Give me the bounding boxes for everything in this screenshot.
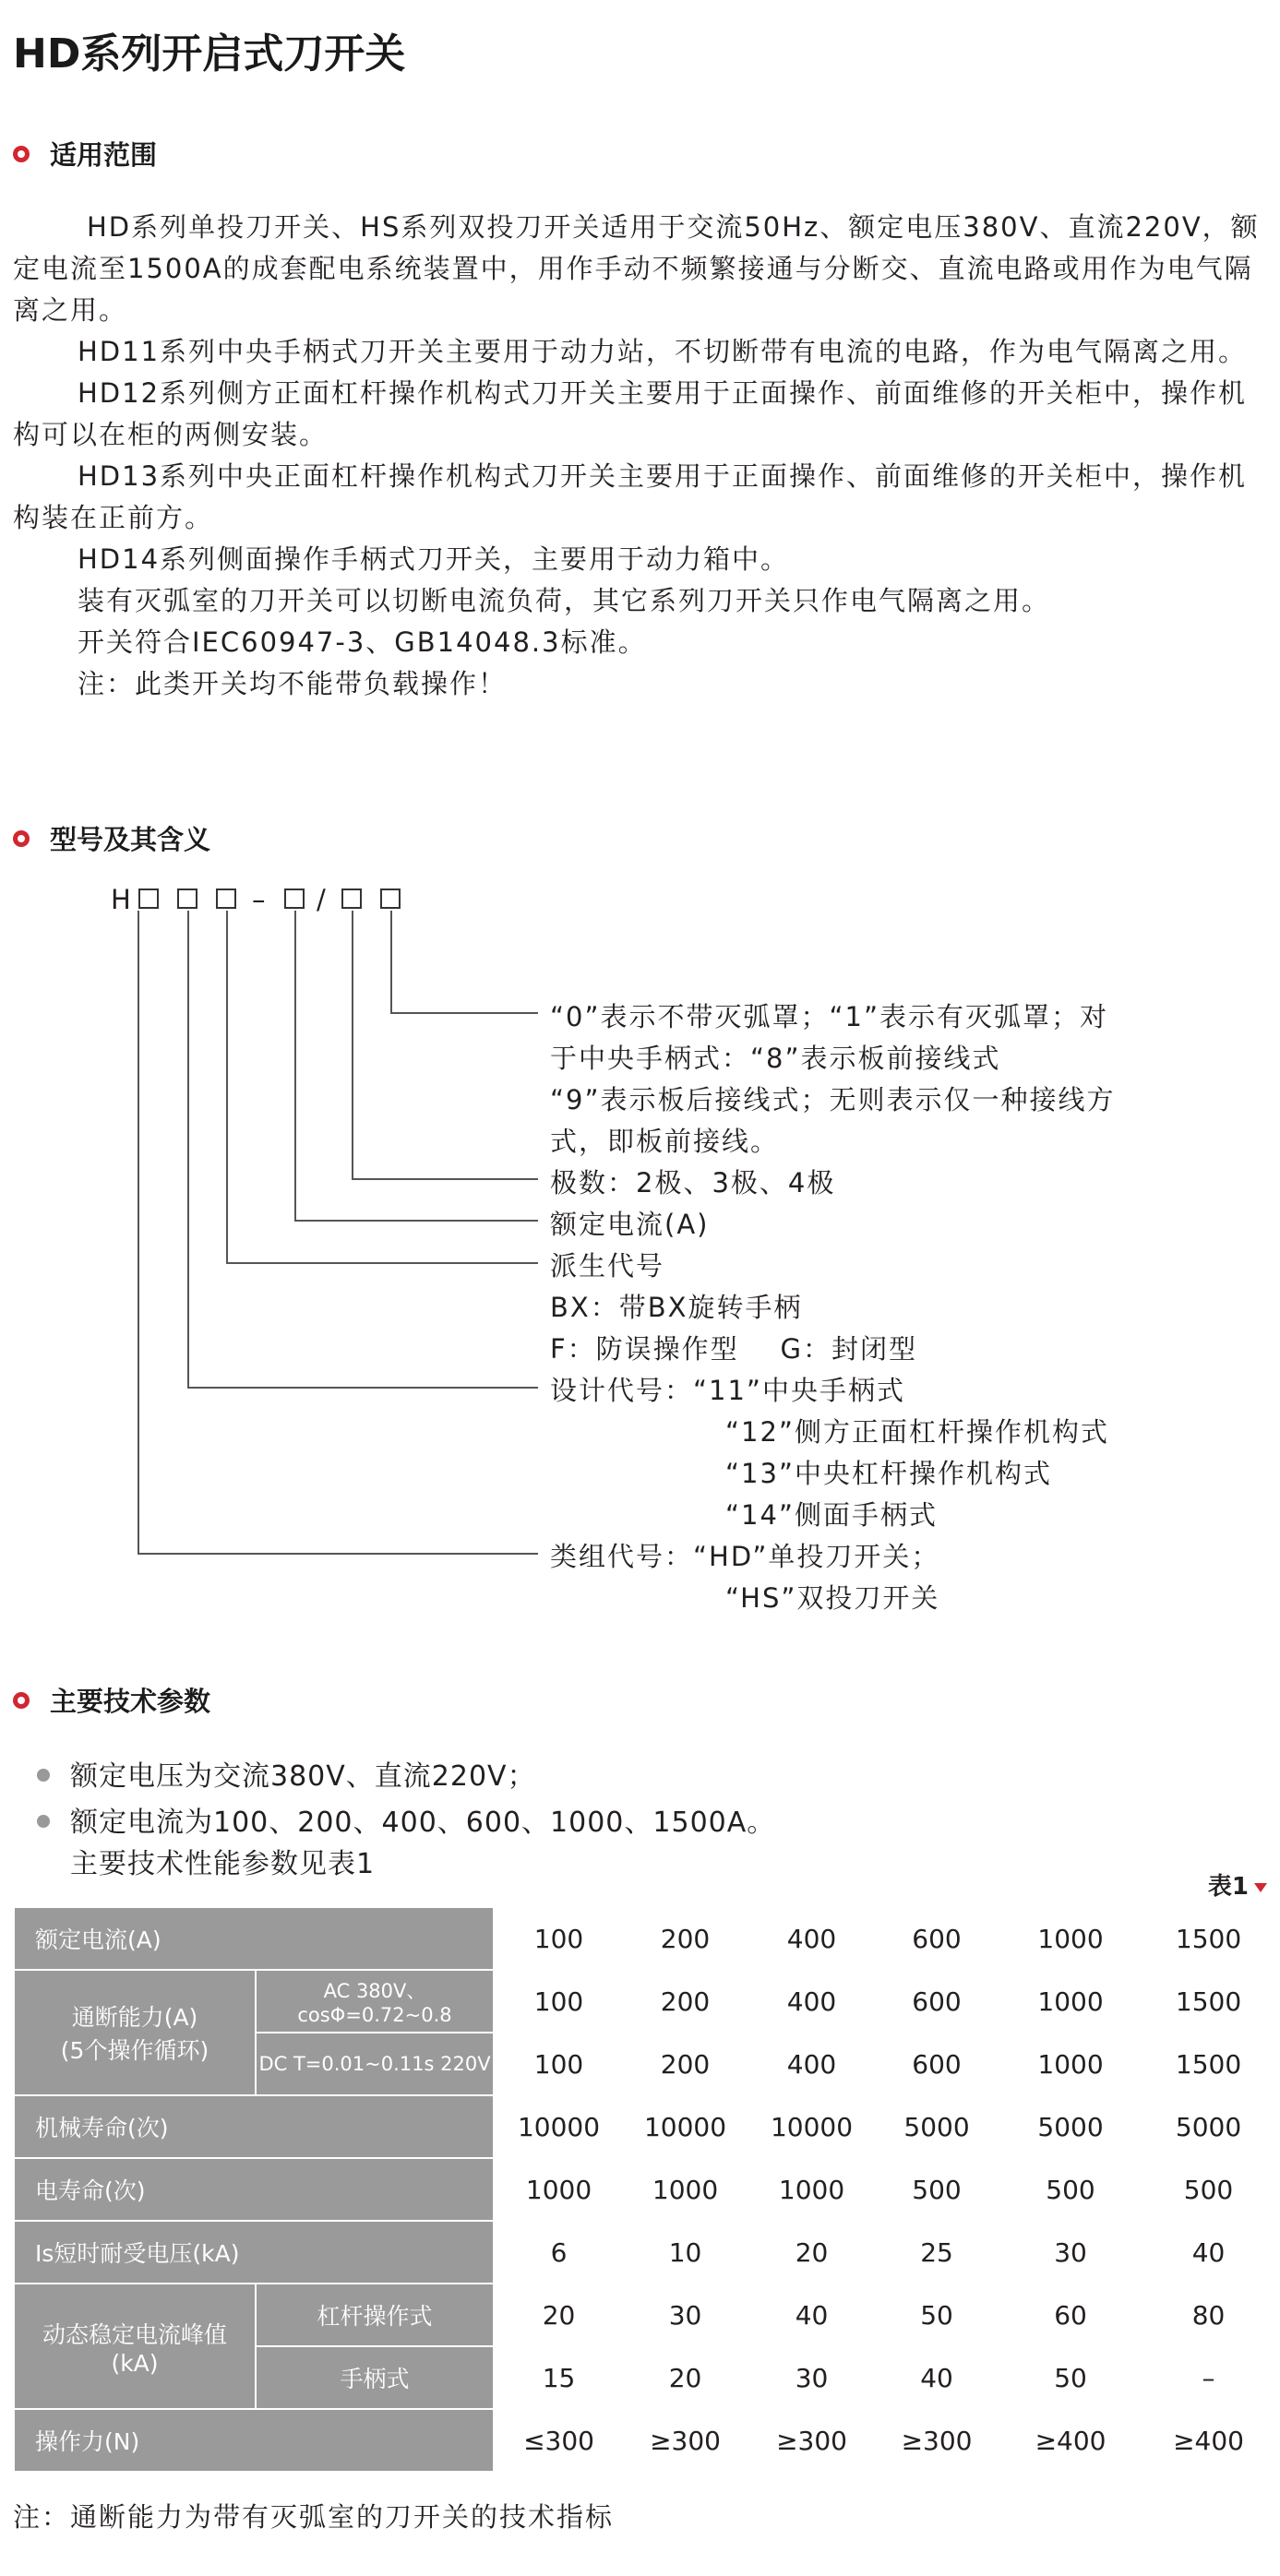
- model-desc-line: 设计代号：“11”中央手柄式: [550, 1375, 905, 1406]
- table-cell: 400: [747, 1907, 877, 1970]
- model-desc-line: “14”侧面手柄式: [725, 1499, 938, 1531]
- grey-dot-icon: [37, 1769, 50, 1782]
- model-desc-line: “9”表示板后接线式；无则表示仅一种接线方: [550, 1084, 1116, 1115]
- scope-paragraph: HD14系列侧面操作手柄式刀开关，主要用于动力箱中。: [78, 543, 790, 575]
- model-desc-line: “0”表示不带灭弧罩；“1”表示有灭弧罩；对: [550, 1001, 1108, 1032]
- table-cell: 1500: [1144, 1907, 1273, 1970]
- table-cell: ≥400: [1144, 2409, 1273, 2472]
- table-cell: 400: [747, 2033, 877, 2095]
- table-cell: 100: [494, 1970, 624, 2033]
- table-cell: 200: [624, 1970, 747, 2033]
- connector-line: [138, 1553, 538, 1555]
- model-desc-line: 式，即板前接线。: [550, 1126, 780, 1157]
- scope-note: 注：此类开关均不能带负载操作！: [78, 668, 508, 699]
- table-row: [14, 2221, 1273, 2284]
- table-cell: 1000: [624, 2158, 747, 2221]
- model-desc-line: “13”中央杠杆操作机构式: [725, 1458, 1052, 1489]
- table-cell: 20: [747, 2221, 877, 2284]
- table-cell: 500: [877, 2158, 997, 2221]
- table-cell: 20: [624, 2346, 747, 2409]
- scope-text: [13, 207, 1268, 705]
- table-cell: ≤300: [494, 2409, 624, 2472]
- model-desc-line: “HS”双投刀开关: [725, 1582, 940, 1614]
- model-desc-line: 类组代号：“HD”单投刀开关；: [550, 1541, 940, 1572]
- row-label: 电寿命(次): [14, 2158, 494, 2221]
- table-cell: 5000: [1144, 2095, 1273, 2158]
- spec-item: 主要技术性能参数见表1: [70, 1848, 376, 1880]
- model-desc-line: 额定电流(A): [550, 1209, 710, 1240]
- table-cell: ≥300: [624, 2409, 747, 2472]
- table-row: [14, 1907, 1273, 1970]
- scope-paragraph: HD系列单投刀开关、HS系列双投刀开关适用于交流50Hz、额定电压380V、直流220V，额定电流至1500A的成套配电系统装置中，用作手动不频繁接通与分断交、直流电路或用作为电气隔离之用。: [13, 211, 1260, 326]
- table-cell: 400: [747, 1970, 877, 2033]
- table-cell: 1000: [997, 2033, 1144, 2095]
- table-cell: 30: [747, 2346, 877, 2409]
- table-cell: 25: [877, 2221, 997, 2284]
- table-cell: 1000: [997, 1907, 1144, 1970]
- table-cell: 80: [1144, 2284, 1273, 2346]
- table-cell: 50: [877, 2284, 997, 2346]
- model-prefix: H: [111, 884, 133, 915]
- table-cell: 1500: [1144, 2033, 1273, 2095]
- connector-line: [294, 1220, 538, 1222]
- table-label: 表1: [1208, 1867, 1267, 1902]
- row-label: 通断能力(A) (5个操作循环): [14, 1970, 256, 2095]
- code-box-2: [177, 888, 197, 909]
- grey-dot-icon: [37, 1815, 50, 1828]
- table-cell: ≥400: [997, 2409, 1144, 2472]
- scope-paragraph: HD12系列侧方正面杠杆操作机构式刀开关主要用于正面操作、前面维修的开关柜中，操作机构可以在柜的两侧安装。: [13, 377, 1248, 450]
- connector-line: [352, 1178, 538, 1180]
- table-row: [14, 2095, 1273, 2158]
- table-cell: 30: [624, 2284, 747, 2346]
- section-heading-scope: 适用范围: [13, 135, 157, 173]
- connector-line: [226, 1262, 538, 1264]
- page-title: HD系列开启式刀开关: [13, 30, 406, 78]
- scope-paragraph: HD13系列中央正面杠杆操作机构式刀开关主要用于正面操作、前面维修的开关柜中，操作机构装在正前方。: [13, 460, 1248, 533]
- table-cell: 500: [1144, 2158, 1273, 2221]
- table-cell: 30: [997, 2221, 1144, 2284]
- table-cell: 40: [747, 2284, 877, 2346]
- scope-paragraph: 装有灭弧室的刀开关可以切断电流负荷，其它系列刀开关只作电气隔离之用。: [78, 585, 1051, 616]
- table-cell: 1000: [494, 2158, 624, 2221]
- table-row: [14, 2158, 1273, 2221]
- sub-row-label: 手柄式: [256, 2346, 494, 2409]
- table-cell: 10000: [494, 2095, 624, 2158]
- footnote: 注：通断能力为带有灭弧室的刀开关的技术指标: [13, 2501, 615, 2533]
- table-cell: 1500: [1144, 1970, 1273, 2033]
- model-desc-line: 于中央手柄式：“8”表示板前接线式: [550, 1043, 1001, 1074]
- model-desc-line: 极数：2极、3极、4极: [550, 1167, 836, 1199]
- code-box-6: [380, 888, 401, 909]
- sub-row-label: AC 380V、cosΦ=0.72~0.8: [256, 1970, 494, 2033]
- table-cell: 10: [624, 2221, 747, 2284]
- table-cell: 600: [877, 2033, 997, 2095]
- scope-paragraph: 开关符合IEC60947-3、GB14048.3标准。: [78, 626, 647, 658]
- row-label: 操作力(N): [14, 2409, 494, 2472]
- connector-line: [352, 911, 353, 1180]
- model-desc-line: BX：带BX旋转手柄: [550, 1292, 803, 1323]
- red-bullet-icon: [13, 146, 30, 162]
- scope-paragraph: HD11系列中央手柄式刀开关主要用于动力站，不切断带有电流的电路，作为电气隔离之用。: [78, 336, 1248, 367]
- table-cell: ≥300: [747, 2409, 877, 2472]
- connector-line: [187, 911, 189, 1389]
- sub-row-label: DC T=0.01~0.11s 220V: [256, 2033, 494, 2095]
- section-heading-params: 主要技术参数: [13, 1681, 210, 1719]
- table-cell: 60: [997, 2284, 1144, 2346]
- table-cell: 600: [877, 1970, 997, 2033]
- table-cell: 40: [1144, 2221, 1273, 2284]
- connector-line: [138, 911, 139, 1555]
- code-box-3: [216, 888, 236, 909]
- table-cell: 15: [494, 2346, 624, 2409]
- connector-line: [226, 911, 228, 1264]
- table-cell: 200: [624, 1907, 747, 1970]
- connector-line: [390, 1012, 538, 1014]
- table-cell: ≥300: [877, 2409, 997, 2472]
- section-heading-model: 型号及其含义: [13, 819, 210, 857]
- table-row: [14, 2409, 1273, 2472]
- spec-item: 额定电流为100、200、400、600、1000、1500A。: [37, 1799, 775, 1840]
- code-box-5: [341, 888, 362, 909]
- table-cell: 6: [494, 2221, 624, 2284]
- table-cell: 10000: [747, 2095, 877, 2158]
- row-label: 额定电流(A): [14, 1907, 494, 1970]
- table-row: [14, 2284, 1273, 2346]
- table-cell: 40: [877, 2346, 997, 2409]
- code-box-4: [284, 888, 305, 909]
- table-row: [14, 1970, 1273, 2033]
- red-bullet-icon: [13, 1692, 30, 1709]
- table-cell: –: [1144, 2346, 1273, 2409]
- connector-line: [294, 911, 296, 1222]
- table-cell: 5000: [877, 2095, 997, 2158]
- red-bullet-icon: [13, 830, 30, 847]
- row-label: 动态稳定电流峰值 (kA): [14, 2284, 256, 2409]
- table-cell: 10000: [624, 2095, 747, 2158]
- table-cell: 600: [877, 1907, 997, 1970]
- model-slash: /: [317, 884, 328, 915]
- table-cell: 500: [997, 2158, 1144, 2221]
- sub-row-label: 杠杆操作式: [256, 2284, 494, 2346]
- table-cell: 5000: [997, 2095, 1144, 2158]
- model-desc-line: 派生代号: [550, 1250, 665, 1282]
- table-cell: 100: [494, 1907, 624, 1970]
- table-cell: 1000: [747, 2158, 877, 2221]
- row-label: 机械寿命(次): [14, 2095, 494, 2158]
- table-cell: 1000: [997, 1970, 1144, 2033]
- table-cell: 50: [997, 2346, 1144, 2409]
- table-cell: 200: [624, 2033, 747, 2095]
- connector-line: [187, 1387, 538, 1389]
- spec-item: 额定电压为交流380V、直流220V；: [37, 1753, 536, 1794]
- code-box-1: [138, 888, 159, 909]
- table-cell: 20: [494, 2284, 624, 2346]
- model-desc-line: F：防误操作型 G：封闭型: [550, 1333, 918, 1365]
- connector-line: [390, 911, 392, 1014]
- spec-table: [13, 1906, 1274, 2473]
- row-label: Is短时耐受电压(kA): [14, 2221, 494, 2284]
- model-dash: –: [252, 884, 268, 915]
- model-desc-line: “12”侧方正面杠杆操作机构式: [725, 1416, 1109, 1448]
- table-cell: 100: [494, 2033, 624, 2095]
- down-arrow-icon: [1254, 1883, 1267, 1892]
